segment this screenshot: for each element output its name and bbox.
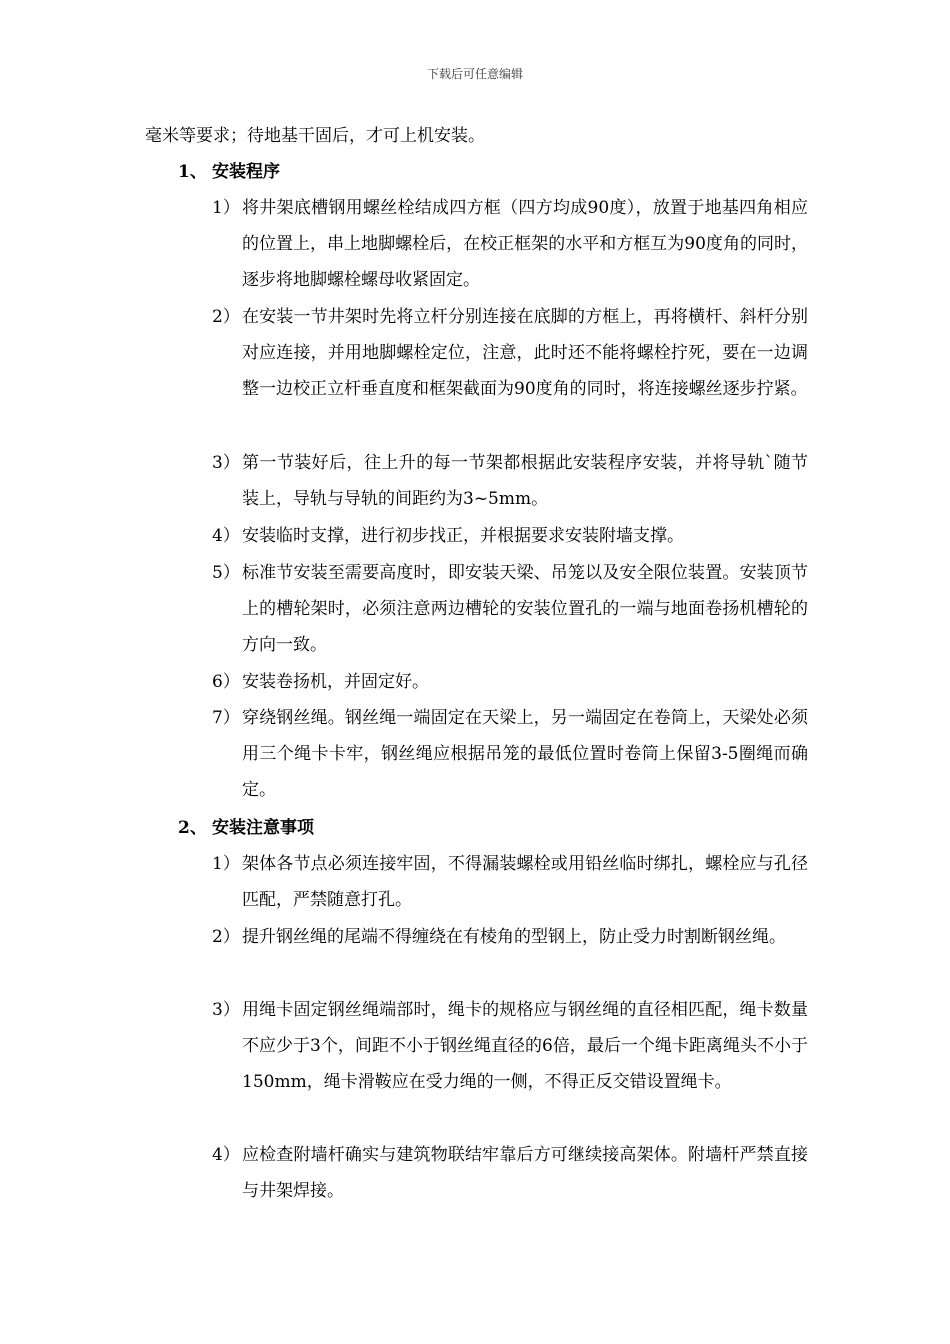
- section-number: 2、: [178, 818, 207, 838]
- section-heading-2: [178, 816, 314, 840]
- list-item: [212, 190, 808, 298]
- item-number: 1）: [212, 198, 240, 218]
- item-text: 架体各节点必须连接牢固，不得漏装螺栓或用铅丝临时绑扎，螺栓应与孔径匹配，严禁随意打孔。: [242, 854, 808, 910]
- item-text: 安装临时支撑，进行初步找正，并根据要求安装附墙支撑。: [242, 526, 684, 546]
- lead-paragraph: 毫米等要求；待地基干固后，才可上机安装。: [145, 126, 485, 146]
- list-item: [212, 555, 808, 663]
- item-text: 标准节安装至需要高度时，即安装天梁、吊笼以及安全限位装置。安装顶节上的槽轮架时，必须注意两边槽轮的安装位置孔的一端与地面卷扬机槽轮的方向一致。: [242, 563, 808, 655]
- section-title: 安装注意事项: [212, 818, 314, 838]
- item-number: 2）: [212, 307, 240, 327]
- list-item: [212, 299, 808, 407]
- list-item: [212, 846, 808, 918]
- item-text: 用绳卡固定钢丝绳端部时，绳卡的规格应与钢丝绳的直径相匹配，绳卡数量不应少于3个，间距不小于钢丝绳直径的6倍，最后一个绳卡距离绳头不小于150mm，绳卡滑鞍应在受力绳的一侧，不得正反交错设置绳卡。: [242, 1000, 808, 1092]
- list-item: [212, 445, 808, 517]
- item-text: 安装卷扬机，并固定好。: [242, 672, 429, 692]
- list-item: [212, 992, 808, 1100]
- page-header: 下载后可任意编辑: [426, 67, 523, 81]
- item-text: 在安装一节井架时先将立杆分别连接在底脚的方框上，再将横杆、斜杆分别对应连接，并用地脚螺栓定位，注意，此时还不能将螺栓拧死，要在一边调整一边校正立杆垂直度和框架截面为90度角的同时，将连接螺丝逐步拧紧。: [242, 307, 808, 399]
- item-text: 将井架底槽钢用螺丝栓结成四方框（四方均成90度），放置于地基四角相应的位置上，串上地脚螺栓后，在校正框架的水平和方框互为90度角的同时，逐步将地脚螺栓螺母收紧固定。: [242, 198, 808, 290]
- item-number: 3）: [212, 453, 240, 473]
- section-number: 1、: [178, 162, 207, 182]
- item-number: 4）: [212, 526, 240, 546]
- item-text: 第一节装好后，往上升的每一节架都根据此安装程序安装，并将导轨`随节装上，导轨与导轨的间距约为3~5mm。: [242, 453, 808, 509]
- item-number: 3）: [212, 1000, 240, 1020]
- section-title: 安装程序: [212, 162, 280, 182]
- item-number: 6）: [212, 672, 240, 692]
- item-number: 5）: [212, 563, 240, 583]
- item-text: 穿绕钢丝绳。钢丝绳一端固定在天梁上，另一端固定在卷筒上，天梁处必须用三个绳卡卡牢，钢丝绳应根据吊笼的最低位置时卷筒上保留3-5圈绳而确定。: [242, 708, 808, 800]
- item-text: 应检查附墙杆确实与建筑物联结牢靠后方可继续接高架体。附墙杆严禁直接与井架焊接。: [242, 1145, 808, 1201]
- list-item: [212, 700, 808, 808]
- list-item: [212, 1137, 808, 1209]
- item-number: 1）: [212, 854, 240, 874]
- item-text: 提升钢丝绳的尾端不得缠绕在有棱角的型钢上，防止受力时割断钢丝绳。: [242, 927, 786, 947]
- list-item: [212, 518, 808, 554]
- list-item: [212, 664, 808, 700]
- item-number: 4）: [212, 1145, 240, 1165]
- item-number: 7）: [212, 708, 240, 728]
- item-number: 2）: [212, 927, 240, 947]
- list-item: [212, 919, 808, 955]
- section-heading-1: [178, 160, 280, 184]
